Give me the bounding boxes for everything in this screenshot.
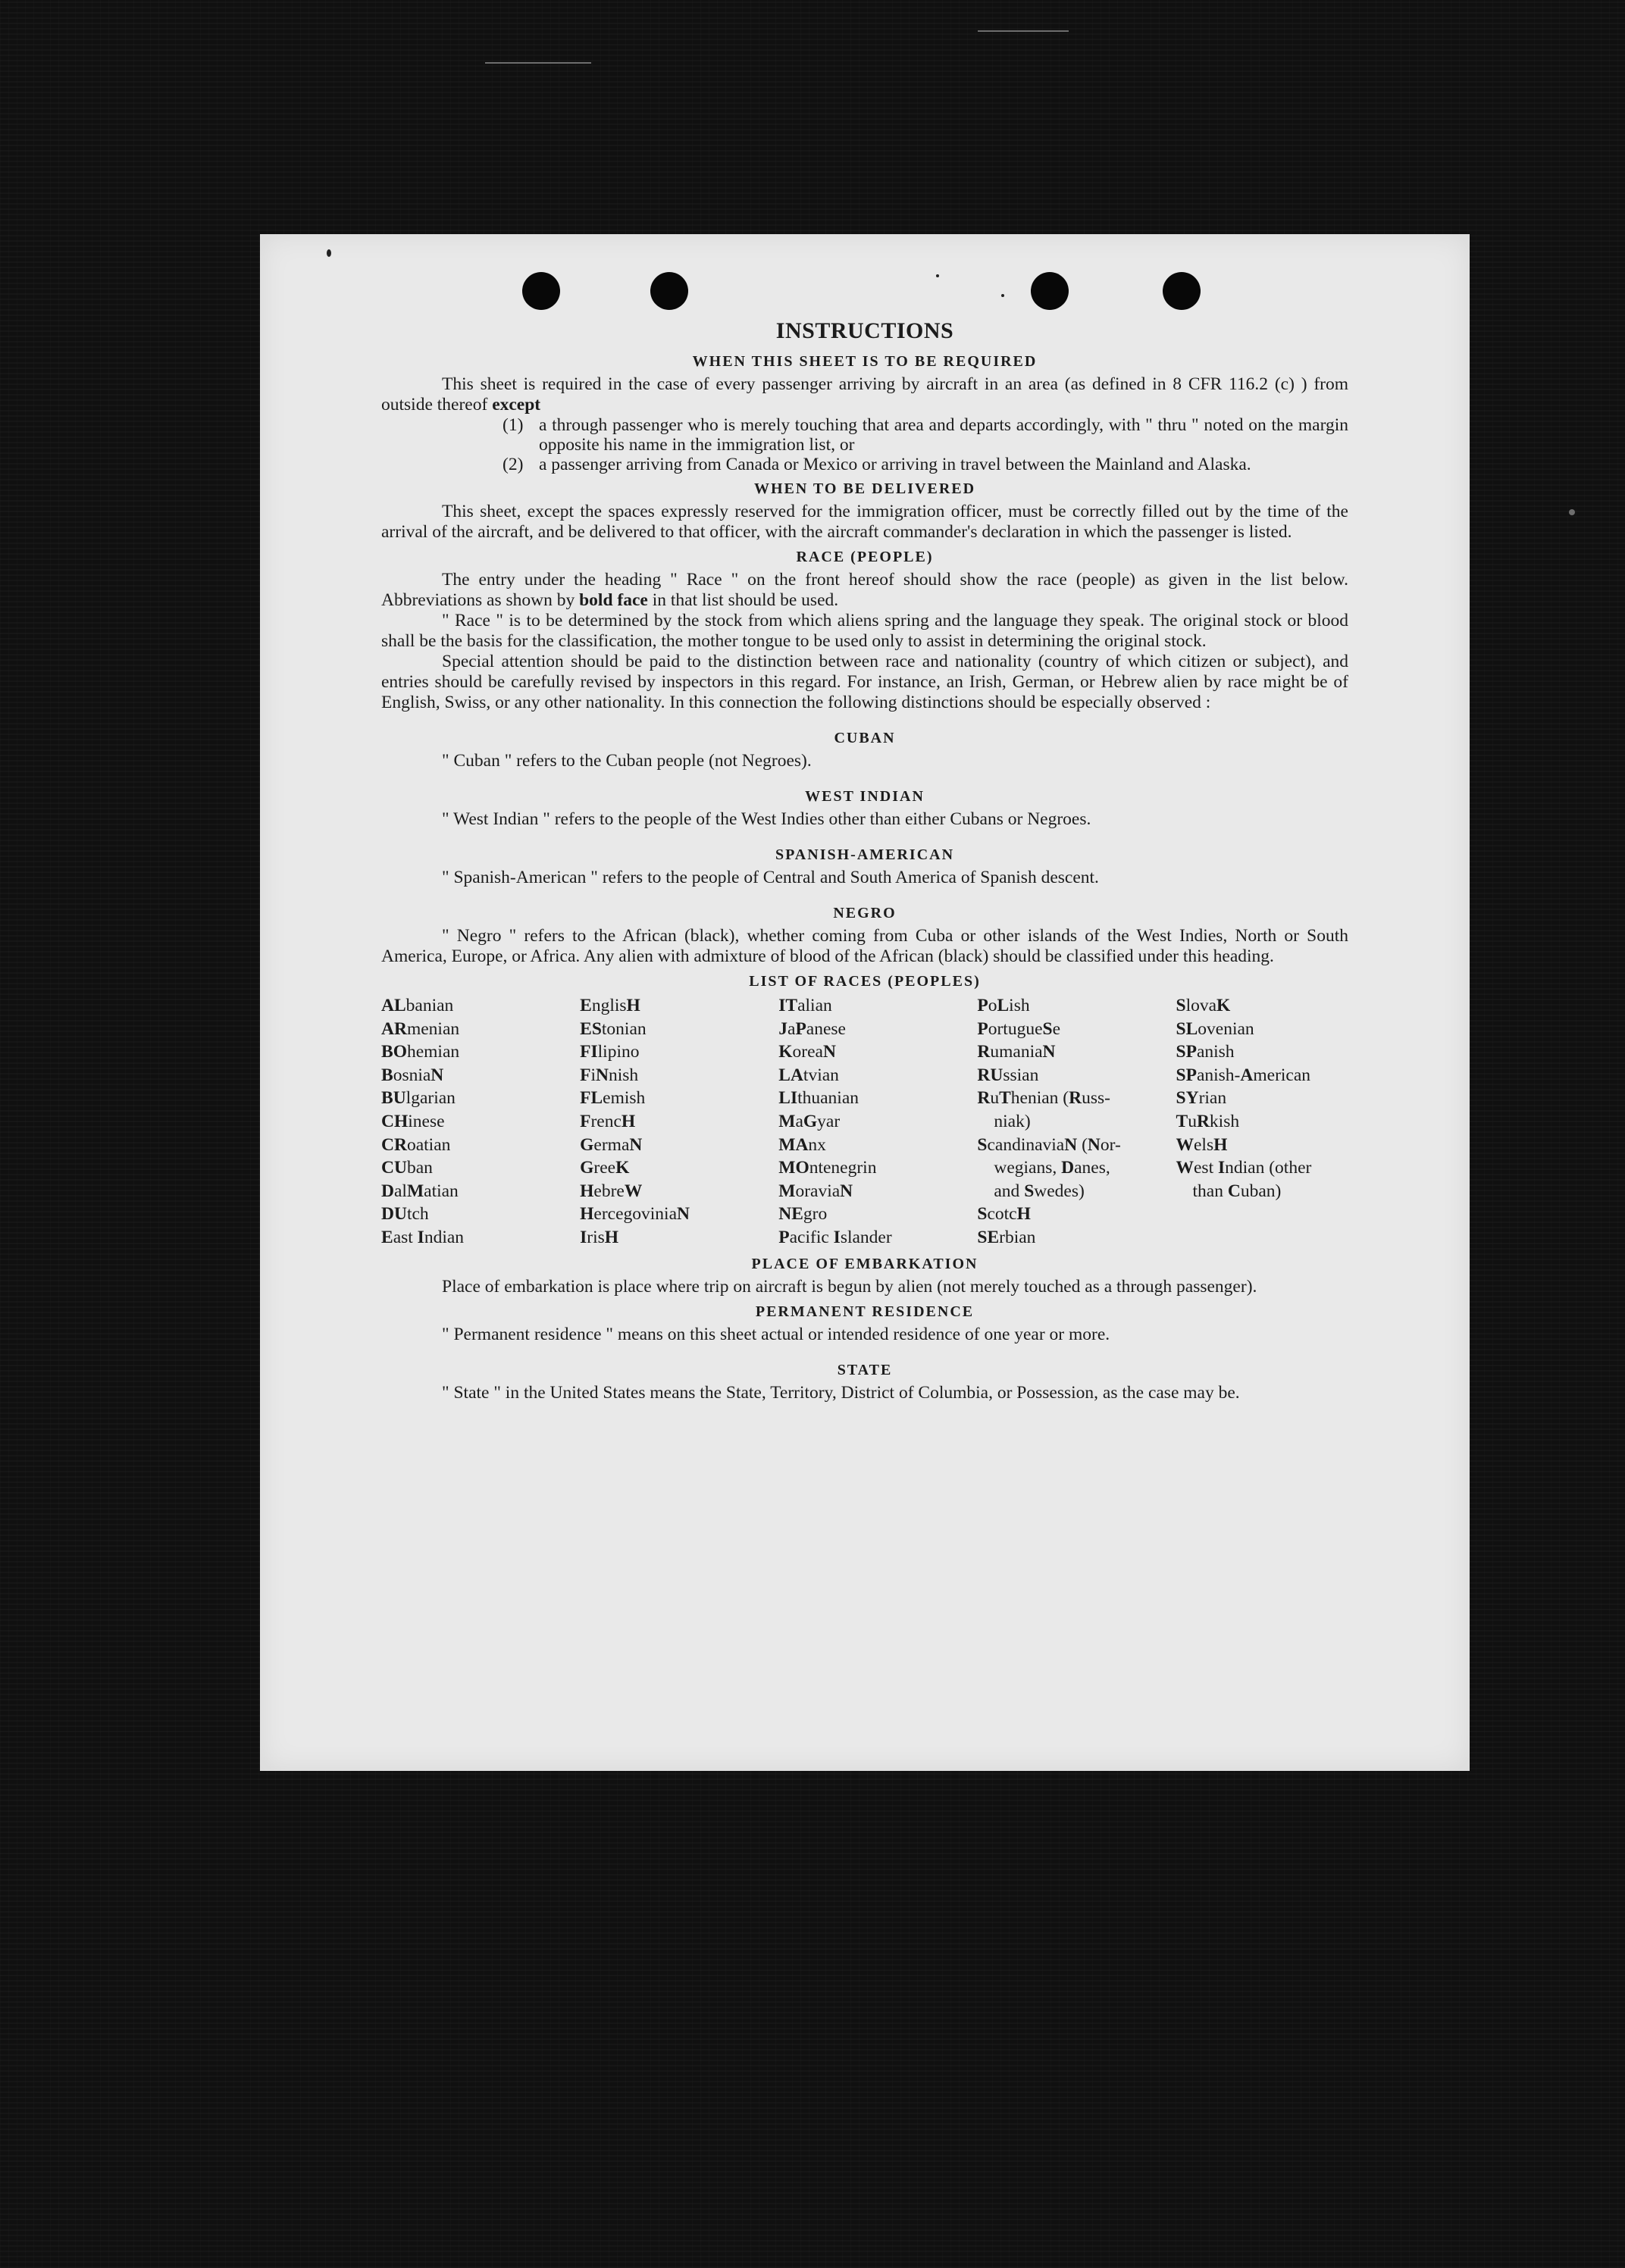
list-item: (1) a through passenger who is merely touching that area and departs accordingly, with " thru " noted on the margin opposite his name in the immigration list, or — [503, 415, 1348, 455]
para-cuban: " Cuban " refers to the Cuban people (not Negroes). — [442, 751, 812, 771]
race-entry: and Swedes) — [994, 1181, 1085, 1201]
race-entry: MoraviaN — [778, 1181, 853, 1201]
race-entry: ScotcH — [977, 1204, 1031, 1225]
race-entry: SLovenian — [1176, 1018, 1254, 1039]
race-entry: MOntenegrin — [778, 1158, 877, 1178]
punch-hole — [1031, 272, 1069, 310]
heading-embarkation: PLACE OF EMBARKATION — [751, 1255, 978, 1272]
race-entry: ScandinaviaN (Nor- — [977, 1134, 1121, 1155]
race-entry: LAtvian — [778, 1065, 839, 1085]
race-entry: wegians, Danes, — [994, 1158, 1110, 1178]
para-race-1: The entry under the heading " Race " on the front hereof should show the race (people) as given in the list below. Abbreviations as shown by bold face in that list should be used. — [381, 570, 1348, 610]
race-entry: RuThenian (Russ- — [977, 1088, 1110, 1109]
para-race-3: Special attention should be paid to the distinction between race and nationality (country of which citizen or subject), and entries should be carefully revised by inspectors in this regard. For instance, an Irish, German, or Hebrew alien by race might be of English, Swiss, or any other nationality. In this connection the following distinctions should be especially observed : — [381, 652, 1348, 712]
race-entry: CHinese — [381, 1111, 445, 1131]
race-entry: GermaN — [580, 1134, 643, 1155]
heading-permanent-residence: PERMANENT RESIDENCE — [755, 1303, 975, 1320]
heading-spanish-american: SPANISH-AMERICAN — [775, 846, 955, 863]
race-entry: than Cuban) — [1192, 1181, 1282, 1201]
race-entry: Pacific Islander — [778, 1227, 892, 1247]
race-entry: TuRkish — [1176, 1111, 1240, 1131]
race-list — [381, 994, 1348, 1250]
race-entry: ITalian — [778, 996, 832, 1015]
race-entry: EnglisH — [580, 996, 640, 1015]
race-entry: DalMatian — [381, 1181, 459, 1201]
dust-speck — [1001, 294, 1004, 297]
list-item: (2) a passenger arriving from Canada or Mexico or arriving in travel between the Mainland and Alaska. — [503, 455, 1251, 474]
heading-race: RACE (PEOPLE) — [796, 549, 934, 565]
instructions-content — [381, 318, 1348, 1403]
race-entry: HebreW — [580, 1181, 643, 1201]
race-entry: LIthuanian — [778, 1088, 859, 1109]
heading-list-of-races: LIST OF RACES (PEOPLES) — [749, 973, 981, 990]
race-entry: CUban — [381, 1158, 433, 1178]
film-scratch — [485, 62, 591, 64]
race-entry: HercegoviniaN — [580, 1204, 690, 1225]
heading-negro: NEGRO — [833, 905, 897, 921]
race-entry: KoreaN — [778, 1042, 836, 1062]
race-entry: ARmenian — [381, 1018, 460, 1039]
race-entry: SPanish — [1176, 1042, 1235, 1062]
heading-delivered: WHEN TO BE DELIVERED — [753, 480, 976, 497]
race-entry: BUlgarian — [381, 1088, 456, 1109]
film-scratch — [1569, 509, 1575, 515]
race-entry: RUssian — [977, 1065, 1039, 1085]
race-entry: RumaniaN — [977, 1042, 1056, 1062]
para-required: This sheet is required in the case of every passenger arriving by aircraft in an area (as defined in 8 CFR 116.2 (c) ) from outside thereof except — [381, 374, 1348, 414]
race-entry: CRoatian — [381, 1134, 451, 1155]
race-entry: niak) — [994, 1111, 1031, 1131]
race-entry: West Indian (other — [1176, 1158, 1312, 1178]
race-column — [381, 994, 580, 1250]
para-race-2: " Race " is to be determined by the stock from which aliens spring and the language they speak. The original stock or blood shall be the basis for the classification, the mother tongue to be used only to assist in determining the original stock. — [381, 611, 1348, 651]
race-entry: SPanish-American — [1176, 1065, 1311, 1085]
punch-hole — [522, 272, 560, 310]
race-entry: BosniaN — [381, 1065, 444, 1085]
race-column — [580, 994, 778, 1250]
race-entry: ALbanian — [381, 996, 454, 1015]
race-entry: BOhemian — [381, 1042, 460, 1062]
race-column — [977, 994, 1176, 1250]
race-entry: IrisH — [580, 1227, 619, 1247]
para-west-indian: " West Indian " refers to the people of the West Indies other than either Cubans or Negroes. — [442, 809, 1091, 829]
film-scratch — [978, 30, 1069, 32]
para-state: " State " in the United States means the State, Territory, District of Columbia, or Possession, as the case may be. — [442, 1382, 1240, 1403]
race-entry: SYrian — [1176, 1088, 1227, 1109]
heading-west-indian: WEST INDIAN — [805, 788, 925, 805]
race-entry: MAnx — [778, 1134, 826, 1155]
para-embarkation: Place of embarkation is place where trip on aircraft is begun by alien (not merely touched as a through passenger). — [442, 1276, 1257, 1297]
race-entry: FiNnish — [580, 1065, 639, 1085]
heading-required: WHEN THIS SHEET IS TO BE REQUIRED — [692, 353, 1038, 370]
punch-hole — [1163, 272, 1201, 310]
race-entry: MaGyar — [778, 1111, 841, 1131]
race-entry: SlovaK — [1176, 996, 1231, 1015]
para-permanent-residence: " Permanent residence " means on this sheet actual or intended residence of one year or more. — [442, 1324, 1110, 1344]
heading-state: STATE — [837, 1361, 893, 1378]
race-entry: FrencH — [580, 1111, 636, 1131]
para-negro: " Negro " refers to the African (black), whether coming from Cuba or other islands of the West Indies, North or South America, Europe, or Africa. Any alien with admixture of blood of the African (black) should be classified under this heading. — [381, 926, 1348, 966]
race-entry: WelsH — [1176, 1134, 1228, 1155]
heading-cuban: CUBAN — [834, 730, 896, 746]
page-title: INSTRUCTIONS — [775, 318, 954, 343]
race-entry: DUtch — [381, 1204, 429, 1225]
race-entry: FIlipino — [580, 1042, 640, 1062]
punch-hole — [650, 272, 688, 310]
race-column — [1176, 994, 1349, 1250]
race-entry: FLemish — [580, 1088, 646, 1109]
race-entry: East Indian — [381, 1227, 465, 1247]
race-entry: SErbian — [977, 1227, 1036, 1247]
race-entry: NEgro — [778, 1204, 828, 1225]
race-entry: EStonian — [580, 1018, 647, 1039]
para-spanish-american: " Spanish-American " refers to the people of Central and South America of Spanish descent. — [442, 868, 1099, 887]
race-entry: JaPanese — [778, 1018, 846, 1039]
race-column — [778, 994, 977, 1250]
race-entry: GreeK — [580, 1158, 630, 1178]
race-entry: PortugueSe — [977, 1018, 1061, 1039]
dust-speck — [936, 274, 939, 277]
para-delivered: This sheet, except the spaces expressly reserved for the immigration officer, must be correctly filled out by the time of the arrival of the aircraft, and be delivered to that officer, with the aircraft commander's declaration in which the passenger is listed. — [381, 502, 1348, 542]
document-sheet — [260, 234, 1470, 1771]
dust-speck — [327, 249, 331, 257]
race-entry: PoLish — [977, 996, 1030, 1015]
